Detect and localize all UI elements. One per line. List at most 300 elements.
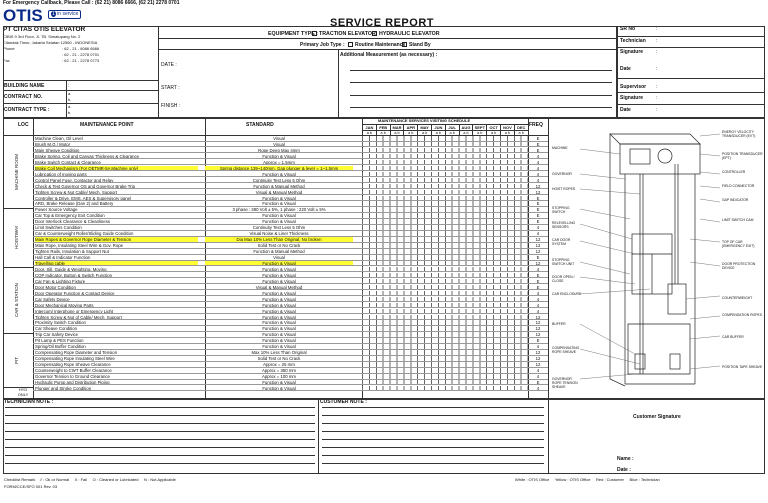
diagram-label: DOOR OPEN / CLOSE <box>552 275 575 283</box>
month-aug: AUG <box>459 124 473 130</box>
month-ab-apr: a b <box>403 130 417 135</box>
standard: Solid Test or No Crack <box>257 356 301 362</box>
row-line-2 <box>3 103 158 104</box>
schedule-cells[interactable] <box>362 326 528 331</box>
date2-label: Date <box>620 66 631 72</box>
schedule-cells[interactable] <box>362 225 528 230</box>
maintenance-point: Proximity Switch Condition <box>35 320 86 326</box>
table-row <box>33 142 548 148</box>
schedule-cells[interactable] <box>362 231 528 236</box>
schedule-cells[interactable] <box>362 261 528 266</box>
maintenance-point: Controller & Drive, EMS, AES & Supervisory panel <box>35 195 132 201</box>
maintenance-point: Compensating Rope Sheave Clearance <box>35 362 111 368</box>
table-row <box>33 160 548 166</box>
traction-checkbox[interactable] <box>312 31 317 36</box>
month-jun: JUN <box>431 124 445 130</box>
frequency: E <box>536 284 540 290</box>
meas-line-4 <box>350 107 612 108</box>
diagram-label: TOP OF CAR (EMERGENCY EXIT) <box>722 240 755 248</box>
frequency: 12 <box>535 320 541 326</box>
table-row <box>33 148 548 154</box>
schedule-cells[interactable] <box>362 237 528 242</box>
meas-line-2 <box>350 82 612 83</box>
copy-distribution: White : OTIS Office Yellow : OTIS Office Red : Customer Blue : Technician <box>515 477 660 482</box>
phone-1: : 62 - 21 - 8086 6666 <box>62 46 100 51</box>
table-row <box>33 386 548 392</box>
table-row <box>33 374 548 380</box>
maintenance-point: Tighten Screw & Nut Cable/ Mech. Support <box>35 189 117 195</box>
month-ab-dec: a b <box>514 130 528 135</box>
maintenance-point: Brake Coil Mechanism (For OETMR-5A Machine only) <box>35 166 198 171</box>
hydraulic-label: HYDRAULIC ELEVATOR <box>379 31 440 37</box>
frequency: E <box>536 219 540 225</box>
month-ab-sept: a b <box>472 130 486 135</box>
frequency: 4 <box>536 159 540 165</box>
technician-note-line[interactable] <box>5 455 315 456</box>
diagram-label: HOIST ROPES <box>552 187 576 191</box>
phone-2: : 62 - 21 - 2278 0701 <box>62 52 100 57</box>
meas-line-3 <box>350 95 612 96</box>
standard: Visual <box>273 255 285 260</box>
standard: Solid Test or No Crack <box>257 243 301 249</box>
maintenance-point: Car Fan & Lighting Fixture <box>35 278 86 284</box>
technician-note-line[interactable] <box>5 407 315 408</box>
frequency: 12 <box>535 326 541 332</box>
standard: Continuity Test Less 5 Ohm <box>252 225 306 231</box>
name-label: Name : <box>617 456 634 462</box>
month-ab-feb: a b <box>376 130 390 135</box>
month-ab-may: a b <box>417 130 431 135</box>
frequency: 12 <box>535 314 541 320</box>
right-line-2 <box>617 47 765 48</box>
report-title: SERVICE REPORT <box>330 17 434 29</box>
standard: Approx = 25 mm <box>263 362 295 368</box>
customer-note-line[interactable] <box>322 463 544 464</box>
signature2-colon: : <box>656 95 658 101</box>
maintenance-point: Travelling cable <box>35 261 198 266</box>
checklist-remark: Checklist Remark √ : Ok or Normal X : Fail O : Cleaned or Lubricated N : Not Applicable <box>4 477 176 482</box>
table-row <box>33 291 548 297</box>
loc-line-4 <box>3 387 33 388</box>
schedule-cells[interactable] <box>362 320 528 325</box>
hydraulic-checkbox[interactable] <box>372 31 377 36</box>
table-row <box>33 356 548 362</box>
maintenance-point: Main Sheave Condition <box>35 147 80 153</box>
standard: Continuity Test Less 5 Ohm <box>252 177 306 183</box>
customer-note-line[interactable] <box>322 439 544 440</box>
schedule-cells[interactable] <box>362 190 528 195</box>
contract-type-a: a. <box>68 104 72 109</box>
frequency: E <box>536 278 540 284</box>
col-loc: LOC <box>18 122 29 128</box>
frequency: 12 <box>535 362 541 368</box>
table-row <box>33 315 548 321</box>
supervisor-label: Supervisor <box>620 84 647 90</box>
standard: Function & Manual Method <box>253 249 305 255</box>
standard: Visual Noise & Liner Thickness <box>249 231 309 237</box>
schedule-cells[interactable] <box>362 291 528 296</box>
month-ab-jun: a b <box>431 130 445 135</box>
table-row <box>33 362 548 368</box>
frequency: 4 <box>536 231 540 237</box>
table-row <box>33 332 548 338</box>
schedule-cells[interactable] <box>362 350 528 355</box>
standard: 3 phase : 380 Volt ± 5%, 1 phase : 220 Volt ± 5% <box>232 207 326 213</box>
in-service-icon: 1 <box>52 11 55 17</box>
table-row <box>33 178 548 184</box>
maintenance-point: Spring/Oil Buffer Condition <box>35 344 86 350</box>
standard: Function & Visual <box>262 153 296 159</box>
schedule-cells[interactable] <box>362 178 528 183</box>
frequency: 12 <box>535 249 541 255</box>
schedule-cells[interactable] <box>362 184 528 189</box>
table-row <box>33 237 548 243</box>
table-row <box>33 344 548 350</box>
maintenance-point: Compensating Rope Diameter and Tension <box>35 350 118 356</box>
col-schedule: MAINTENANCE SERVICES VISITING SCHEDULE <box>378 118 471 123</box>
table-row <box>33 297 548 303</box>
schedule-cells[interactable] <box>362 142 528 147</box>
month-ab-jul: a b <box>445 130 459 135</box>
diagram-label: CAR DOOR SYSTEM <box>552 238 571 246</box>
standard: Visual <box>273 136 285 141</box>
table-row <box>33 273 548 279</box>
v-diagram <box>548 118 549 399</box>
schedule-cells[interactable] <box>362 267 528 272</box>
schedule-cells[interactable] <box>362 380 528 385</box>
srno-label: SR No <box>620 26 635 32</box>
customer-note-line[interactable] <box>322 447 544 448</box>
maintenance-point: Main Ropes & Governor Rope Diameter & Tension <box>35 237 198 242</box>
diagram-label: GOVERNOR ROPE TENSION SHEAVE <box>552 377 578 389</box>
standard: Function & Visual <box>262 314 296 320</box>
diagram-label: CAR ENCLOSURE <box>552 292 582 296</box>
maintenance-point: Car Top & Emergency Exit Condition <box>35 213 105 219</box>
table-row <box>33 213 548 219</box>
emergency-callback: For Emergency Callback, Please Call : (62 21) 8086 6666, (62 21) 2278 0701 <box>3 0 180 6</box>
maintenance-point: Door Mechanical Moving Parts <box>35 302 94 308</box>
standard: Function & Visual <box>205 261 353 266</box>
schedule-cells[interactable] <box>362 243 528 248</box>
diagram-label: CAR BUFFER <box>722 335 744 339</box>
customer-note-line[interactable] <box>322 455 544 456</box>
table-row <box>33 320 548 326</box>
maintenance-point: Machine Clean, Oil Level <box>35 136 83 141</box>
in-service-text: in service <box>57 11 79 17</box>
start-label: START : <box>161 85 180 91</box>
schedule-cells[interactable] <box>362 172 528 177</box>
standard: Function & Visual <box>262 344 296 350</box>
date3-label: Date <box>620 107 631 113</box>
technician-note-line[interactable] <box>5 423 315 424</box>
schedule-cells[interactable] <box>362 297 528 302</box>
technician-note-label: TECHNICIAN NOTE : <box>4 399 54 405</box>
customer-note-line[interactable] <box>322 407 544 408</box>
standard: Rope Deep Max 4mm <box>258 147 300 153</box>
loc-hoistway: HOISTWAY <box>14 225 19 249</box>
table-row <box>33 368 548 374</box>
diagram-label: MACHINE <box>552 146 568 150</box>
maintenance-point: Main Rope, Insulating Steel Wire & Gov. Rope <box>35 243 124 249</box>
schedule-cells[interactable] <box>362 196 528 201</box>
schedule-cells[interactable] <box>362 154 528 159</box>
schedule-cells[interactable] <box>362 136 528 141</box>
standard: Spring distance 139~140mm, Gap plunger & lever = 1~1.5mm <box>205 166 353 171</box>
maintenance-point: Plunger and Stroke Condition <box>35 385 92 391</box>
frequency: 4 <box>536 344 540 350</box>
col-freq: FREQ <box>529 122 543 128</box>
table-row <box>33 267 548 273</box>
maintenance-point: Tighten Rails, Insulation & Support Nut <box>35 249 109 255</box>
month-nov: NOV <box>500 124 514 130</box>
maintenance-point: Brush M.G / Motor <box>35 141 71 147</box>
building-colon: : <box>68 83 70 89</box>
technician-note-line[interactable] <box>5 439 315 440</box>
frequency: 4 <box>536 225 540 231</box>
header-divider-2 <box>338 49 339 118</box>
standard: Function & Visual <box>262 308 296 314</box>
header-line-equip <box>158 38 617 39</box>
standard: Visual & Manual Method <box>255 189 303 195</box>
table-row <box>33 172 548 178</box>
frequency: 12 <box>535 189 541 195</box>
maintenance-point: Governor Tension to Ground Clearance <box>35 374 110 379</box>
frequency: 4 <box>536 165 540 171</box>
table-row <box>33 249 548 255</box>
standard: Function & Visual <box>262 278 296 284</box>
diagram-label: GOVERNOR <box>552 172 572 176</box>
schedule-cells[interactable] <box>362 201 528 206</box>
frequency: 12 <box>535 243 541 249</box>
standard: Visual & Manual Method <box>255 284 303 290</box>
schedule-cells[interactable] <box>362 344 528 349</box>
maintenance-point: Car Safety Device <box>35 296 70 302</box>
schedule-cells[interactable] <box>362 362 528 367</box>
frequency: 4 <box>536 385 540 391</box>
maintenance-point: ARD, Brake Release (Dan 2) and Battery <box>35 201 114 207</box>
standard: Function & Visual <box>262 213 296 219</box>
table-row <box>33 196 548 202</box>
customer-note-line[interactable] <box>322 415 544 416</box>
frequency: E <box>536 207 540 213</box>
frequency: 4 <box>536 302 540 308</box>
address-line-2: Cilandak Timur, Jakarta Selatan 12560 - INDONESIA <box>3 40 98 45</box>
standard: Function & Visual <box>262 290 296 296</box>
table-row <box>33 231 548 237</box>
header-line-contract <box>3 80 158 81</box>
address-line-1: CIBIS 9 3rd Floor, Jl. TB. Simatupang No. 2 <box>3 34 81 39</box>
diagram-label: COUNTERWEIGHT <box>722 296 753 300</box>
maintenance-point: Control Panel Fuse, Contactor and Relay <box>35 177 114 183</box>
diagram-label: GAP INDICATOR <box>722 198 749 202</box>
standard: Function & Visual <box>262 219 296 225</box>
signature-label: Signature <box>620 49 644 55</box>
maintenance-point: Door Motor Condition <box>35 284 76 290</box>
schedule-cells[interactable] <box>362 273 528 278</box>
supervisor-colon: : <box>656 84 658 90</box>
schedule-cells[interactable] <box>362 255 528 260</box>
frequency: E <box>536 338 540 344</box>
frequency: E <box>536 136 540 141</box>
maintenance-point: Lubrication of moving parts <box>35 171 87 177</box>
schedule-cells[interactable] <box>362 374 528 379</box>
standard: Approx = 100 mm <box>261 374 297 379</box>
maintenance-point: Hydraulic Pump and Distribution Piping <box>35 379 110 385</box>
maintenance-point: Check & Test Governor OS and Governor Brake Trip <box>35 183 135 189</box>
company-name: PT CITAS OTIS ELEVATOR <box>3 26 86 33</box>
col-maintenance-point: MAINTENANCE POINT <box>80 122 134 128</box>
table-row <box>33 190 548 196</box>
diagram-label: STOPPING SWITCH UNIT <box>552 258 575 266</box>
loc-line-1 <box>3 208 33 209</box>
loc-line-3 <box>3 333 33 334</box>
standard: Dia Max 10% Less Than Original, No broken <box>205 237 353 242</box>
schedule-cells[interactable] <box>362 386 528 391</box>
frequency: E <box>536 201 540 207</box>
frequency: E <box>536 195 540 201</box>
frequency: 12 <box>535 260 541 266</box>
standard: Function & Visual <box>262 338 296 344</box>
table-row <box>33 207 548 213</box>
routine-label: Routine Maintenance <box>355 42 406 48</box>
col-standard: STANDARD <box>246 122 274 128</box>
table-row <box>33 166 548 172</box>
month-jul: JUL <box>445 124 459 130</box>
schedule-cells[interactable] <box>362 285 528 290</box>
schedule-cells[interactable] <box>362 166 528 171</box>
frequency: E <box>536 147 540 153</box>
table-row <box>33 219 548 225</box>
customer-signature-label: Customer Signature <box>633 414 681 420</box>
schedule-cells[interactable] <box>362 279 528 284</box>
standard: Approx = 350 mm <box>261 368 297 374</box>
frequency: 4 <box>536 296 540 302</box>
standard: Function & Visual <box>262 332 296 338</box>
table-row <box>33 243 548 249</box>
standard: Function & Visual <box>262 266 296 272</box>
standard: Function & Visual <box>262 379 296 385</box>
table-row <box>33 261 548 267</box>
frequency: E <box>536 272 540 278</box>
frequency: 12 <box>535 356 541 362</box>
maintenance-point: Power Source Voltage <box>35 207 78 213</box>
schedule-cells[interactable] <box>362 315 528 320</box>
technician-note-line[interactable] <box>5 431 315 432</box>
month-may: MAY <box>417 124 431 130</box>
maintenance-point: Pit Lamp & PES Function <box>35 338 84 344</box>
technician-colon: : <box>656 38 658 44</box>
schedule-cells[interactable] <box>362 213 528 218</box>
schedule-cells[interactable] <box>362 356 528 361</box>
diagram-label: COMPENSATING ROPE SHEAVE <box>552 346 580 354</box>
contract-type-b: b. <box>68 110 72 115</box>
maintenance-point: Door, Sill, Guide & Weighting, Moving <box>35 266 107 272</box>
standby-checkbox[interactable] <box>402 42 407 47</box>
customer-note-line[interactable] <box>322 423 544 424</box>
frequency: 4 <box>536 171 540 177</box>
finish-label: FINISH : <box>161 103 181 109</box>
standard: Function & Visual <box>262 296 296 302</box>
right-line-4 <box>617 92 765 93</box>
schedule-cells[interactable] <box>362 207 528 212</box>
schedule-cells[interactable] <box>362 338 528 343</box>
table-row <box>33 350 548 356</box>
diagram-label: LIMIT SWITCH CAM <box>722 218 754 222</box>
month-ab-nov: a b <box>500 130 514 135</box>
fax-label: Fax <box>3 58 10 63</box>
building-label: BUILDING NAME <box>4 83 45 89</box>
schedule-cells[interactable] <box>362 249 528 254</box>
otis-logo: OTIS <box>3 6 43 25</box>
right-line-1 <box>617 36 765 37</box>
date3-colon: : <box>656 107 658 113</box>
customer-note-line[interactable] <box>322 431 544 432</box>
diagram-label: BUFFER <box>552 322 566 326</box>
technician-note-line[interactable] <box>5 415 315 416</box>
standard: Function & Manual Method <box>253 183 305 189</box>
loc-machine-room: MACHINE ROOM <box>14 154 19 190</box>
frequency: E <box>536 379 540 385</box>
schedule-cells[interactable] <box>362 309 528 314</box>
month-feb: FEB <box>376 124 390 130</box>
contract-type-label: CONTRACT TYPE : <box>4 107 50 113</box>
schedule-cells[interactable] <box>362 332 528 337</box>
frequency: 4 <box>536 374 540 379</box>
table-row <box>33 184 548 190</box>
maintenance-point: Tighten Screw & Nut of Cable/ Mech. Support <box>35 314 122 320</box>
diagram-label: CONTROLLER <box>722 170 746 174</box>
maintenance-point: Trip Car Safety Device <box>35 332 79 338</box>
schedule-cells[interactable] <box>362 303 528 308</box>
schedule-cells[interactable] <box>362 160 528 165</box>
diagram-label: POSITION TAPE SHEAVE <box>722 365 763 369</box>
month-ab-mar: a b <box>390 130 404 135</box>
table-row <box>33 326 548 332</box>
meas-line-1 <box>350 70 612 71</box>
maintenance-point: Car & Counterweight Roller/Sliding Guide Condition <box>35 231 134 237</box>
standard: Function & Visual <box>262 302 296 308</box>
standard: Approx = 1,5mm <box>263 159 295 165</box>
diagram-label: RELEVELLING SENSORS <box>552 221 576 229</box>
standard: Function & Visual <box>262 201 296 207</box>
month-apr: APR <box>403 124 417 130</box>
form-number: FORM/CCE/SFO 001 Rev. 03 <box>4 484 58 489</box>
schedule-cells[interactable] <box>362 148 528 153</box>
maintenance-point: Brake Spring, Coil and Canvas Thickness & Clearance <box>35 153 140 159</box>
in-service-badge <box>48 10 81 19</box>
equipment-label: EQUIPMENT TYPE : <box>268 31 319 37</box>
frequency: E <box>536 255 540 260</box>
signature-colon: : <box>656 49 658 55</box>
date-footer-label: Date : <box>617 467 631 473</box>
technician-note-line[interactable] <box>5 463 315 464</box>
right-line-5 <box>617 104 765 105</box>
maintenance-point: Hall Call & Indicator Function <box>35 255 91 260</box>
schedule-cells[interactable] <box>362 368 528 373</box>
table-row <box>33 309 548 315</box>
routine-checkbox[interactable] <box>348 42 353 47</box>
frequency: E <box>536 141 540 147</box>
standard: Max 10% Less Than Original <box>251 350 307 356</box>
schedule-cells[interactable] <box>362 219 528 224</box>
table-row <box>33 338 548 344</box>
loc-hyd-only: HYD ONLY <box>17 387 29 397</box>
date2-colon: : <box>656 66 658 72</box>
technician-note-line[interactable] <box>5 447 315 448</box>
srno-colon: : <box>656 26 658 32</box>
frequency: 4 <box>536 368 540 374</box>
month-dec: DEC <box>514 124 528 130</box>
